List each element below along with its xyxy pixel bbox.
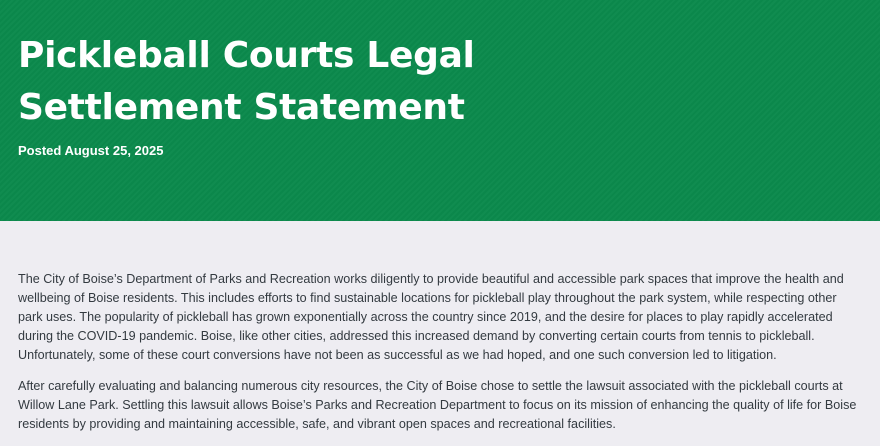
- page-title: Pickleball Courts Legal Settlement Statement: [18, 35, 475, 128]
- hero-banner: [0, 0, 880, 221]
- settlement-paragraph: After carefully evaluating and balancing numerous city resources, the City of Boise chose to settle the lawsuit associated with the pickleball courts at Willow Lane Park. Settling this lawsuit allows Boise’s Parks and Recreation Department to focus on its mission of enhancing the quality of life for Boise residents by providing and maintaining accessible, safe, and vibrant open spaces and recreational facilities.: [18, 379, 857, 431]
- article-body: [18, 270, 864, 446]
- posted-date: Posted August 25, 2025: [18, 143, 164, 158]
- intro-paragraph: The City of Boise’s Department of Parks and Recreation works diligently to provide beautiful and accessible park spaces that improve the health and wellbeing of Boise residents. This includes efforts to find sustainable locations for pickleball play throughout the park system, while respecting other park uses. The popularity of pickleball has grown exponentially across the country since 2019, and the desire for places to play rapidly accelerated during the COVID-19 pandemic. Boise, like other cities, addressed this increased demand by converting certain courts from tennis to pickleball. Unfortunately, some of these court conversions have not been as successful as we had hoped, and one such conversion led to litigation.: [18, 272, 844, 362]
